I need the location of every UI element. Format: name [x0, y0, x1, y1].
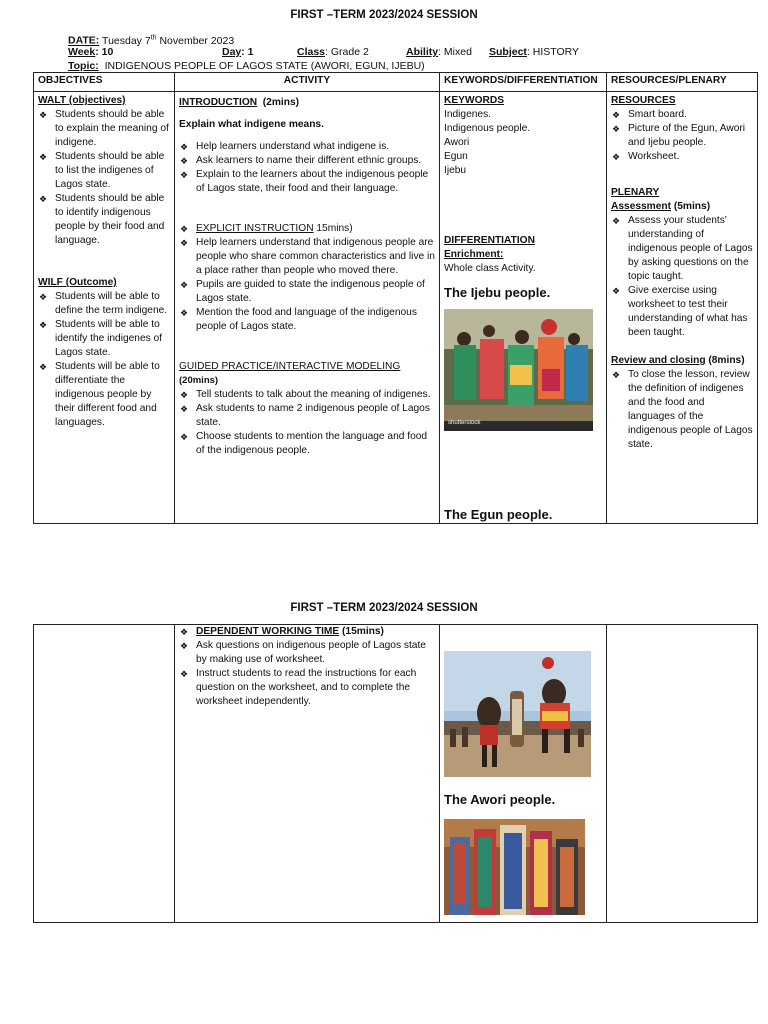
enrichment-text: Whole class Activity.	[444, 263, 536, 274]
review-heading: Review and closing (8mins)	[611, 355, 745, 366]
header-resources: RESOURCES/PLENARY	[607, 73, 758, 92]
ijebu-caption: The Ijebu people.	[444, 285, 551, 300]
list-item: ❖ Tell students to talk about the meaning of indigenes.	[179, 388, 435, 402]
walt-list	[38, 108, 170, 248]
keyword-item: Awori	[444, 137, 470, 148]
list-item: ❖ Help learners understand that indigenous people are people who share common characteristics and live in a place rather than people who moved there.	[179, 236, 435, 278]
keywords-heading: KEYWORDS	[444, 95, 504, 106]
list-item: ❖ Students should be able to list the indigenes of Lagos state.	[38, 150, 170, 192]
wilf-heading: WILF (Outcome)	[38, 277, 117, 288]
list-item: ❖ Mention the food and language of the indigenous people of Lagos state.	[179, 306, 435, 334]
list-item: ❖ Smart board.	[611, 108, 753, 122]
wilf-list	[38, 290, 170, 430]
lesson-plan-table-continued	[33, 624, 758, 923]
list-item: ❖ Worksheet.	[611, 150, 753, 164]
dependent-working-list	[179, 625, 435, 709]
objectives-cell	[34, 92, 175, 524]
list-item: ❖ Assess your students' understanding of indigenous people of Lagos by asking questions on the topic taught.	[611, 214, 753, 284]
list-item: ❖ Ask questions on indigenous people of Lagos state by making use of worksheet.	[179, 639, 435, 667]
guided-practice-list	[179, 388, 435, 458]
date-label: DATE:	[68, 34, 100, 47]
list-item: ❖ Help learners understand what indigene is.	[179, 140, 435, 154]
list-item: ❖ Choose students to mention the language and food of the indigenous people.	[179, 430, 435, 458]
list-item: ❖ Ask learners to name their different ethnic groups.	[179, 154, 435, 168]
list-item: ❖ Picture of the Egun, Awori and Ijebu people.	[611, 122, 753, 150]
list-item: ❖ Explain to the learners about the indigenous people of Lagos state, their food and their language.	[179, 168, 435, 196]
enrichment-heading: Enrichment:	[444, 249, 504, 260]
resources-heading: RESOURCES	[611, 95, 676, 106]
list-item: ❖ Students will be able to define the term indigene.	[38, 290, 170, 318]
plenary-heading: PLENARY	[611, 187, 660, 198]
awori-people-photo	[444, 819, 585, 915]
keyword-item: Indigenous people.	[444, 123, 531, 134]
egun-dancers-image	[444, 651, 591, 777]
resources-cell-continued	[607, 625, 758, 923]
lesson-ability: Ability: Mixed	[406, 46, 472, 58]
ijebu-people-photo	[444, 309, 593, 431]
page-title: FIRST –TERM 2023/2024 SESSION	[290, 9, 478, 21]
list-item: ❖ Students should be able to explain the meaning of indigene.	[38, 108, 170, 150]
resources-list	[611, 108, 753, 164]
introduction-subheading: Explain what indigene means.	[179, 119, 324, 130]
review-list	[611, 368, 753, 452]
assessment-heading: Assessment (5mins)	[611, 201, 711, 212]
list-item: ❖ Students will be able to differentiate the indigenous people by their different food and languages.	[38, 360, 170, 430]
activity-cell-continued	[175, 625, 440, 923]
explicit-list	[179, 222, 435, 334]
egun-caption: The Egun people.	[444, 507, 553, 522]
egun-people-photo	[444, 651, 591, 777]
list-item: ❖ Give exercise using worksheet to test their understanding of what has been taught.	[611, 284, 753, 340]
introduction-heading: INTRODUCTION (2mins)	[179, 97, 300, 108]
walt-heading: WALT (objectives)	[38, 95, 126, 106]
keyword-item: Indigenes.	[444, 109, 492, 120]
header-objectives: OBJECTIVES	[34, 73, 175, 92]
awori-masquerade-image	[444, 819, 585, 915]
awori-caption: The Awori people.	[444, 792, 556, 807]
resources-cell	[607, 92, 758, 524]
photo-watermark: shutterstock	[448, 420, 481, 426]
list-item: ❖ Ask students to name 2 indigenous people of Lagos state.	[179, 402, 435, 430]
lesson-subject: Subject: HISTORY	[489, 46, 580, 58]
keywords-cell	[440, 92, 607, 524]
assessment-list	[611, 214, 753, 340]
dependent-working-heading: ❖ DEPENDENT WORKING TIME (15mins)	[179, 625, 435, 639]
keyword-item: Egun	[444, 151, 468, 162]
objectives-cell-continued	[34, 625, 175, 923]
lesson-topic: Topic: INDIGENOUS PEOPLE OF LAGOS STATE (AWORI, EGUN, IJEBU)	[68, 60, 425, 72]
introduction-list	[179, 140, 435, 196]
list-item: ❖ To close the lesson, review the definition of indigenes and the food and languages of the indigenous people of Lagos state.	[611, 368, 753, 452]
page2-title: FIRST –TERM 2023/2024 SESSION	[290, 602, 478, 614]
differentiation-heading: DIFFERENTIATION	[444, 235, 535, 246]
lesson-week: Week: 10	[68, 46, 114, 58]
lesson-day: Day: 1	[222, 46, 254, 58]
date-value: Tuesday 7th November 2023	[102, 34, 235, 47]
list-item: ❖ Students will be able to identify the indigenes of Lagos state.	[38, 318, 170, 360]
keywords-cell-continued	[440, 625, 607, 923]
activity-cell	[175, 92, 440, 524]
lesson-class: Class: Grade 2	[297, 46, 369, 58]
header-activity: ACTIVITY	[175, 73, 440, 92]
explicit-heading: ❖ EXPLICIT INSTRUCTION 15mins)	[179, 222, 435, 236]
list-item: ❖ Pupils are guided to state the indigenous people of Lagos state.	[179, 278, 435, 306]
list-item: ❖ Students should be able to identify indigenous people by their food and language.	[38, 192, 170, 248]
ijebu-dancers-image	[444, 309, 593, 431]
keywords-list	[444, 108, 602, 178]
keyword-item: Ijebu	[444, 165, 467, 176]
lesson-plan-table	[33, 72, 758, 524]
guided-practice-heading: GUIDED PRACTICE/INTERACTIVE MODELING (20mins)	[179, 361, 401, 386]
list-item: ❖ Instruct students to read the instructions for each question on the worksheet, and to complete the worksheet independently.	[179, 667, 435, 709]
header-keywords: KEYWORDS/DIFFERENTIATION	[440, 73, 607, 92]
